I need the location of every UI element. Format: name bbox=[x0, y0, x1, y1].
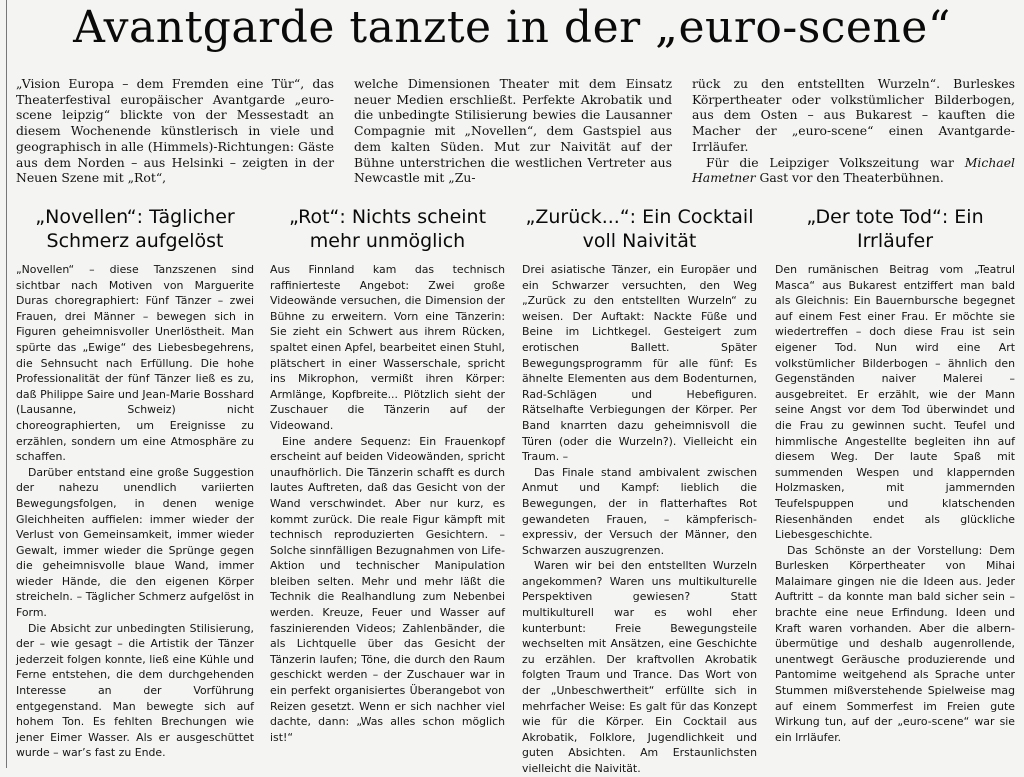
section-paragraph: Drei asiatische Tänzer, ein Europäer und ein Schwarzer versuchten, den Weg „Zurück zu den entstellten Wurzeln“ zu weisen. Der Auftakt: Nackte Füße und Beine im Lichtkegel. Gesteigert zum erotischen Ballett. Später Bewegungsprogramm für alle fünf: Es ähnelte Elementen aus dem Bodenturnen, Rad-Schlägen und Hebefiguren. Rätselhafte Verbiegungen der Körper. Per Band knarrten dazu geheimnisvoll die Türen (oder die Wurzeln?). Vielleicht ein Traum. – bbox=[522, 263, 757, 464]
section-paragraph: Das Finale stand ambivalent zwischen Anmut und Kampf: lieblich die Bewegungen, der in flatterhaftes Rot gewandeten Frauen, – kämpferisch-expressiv, der Versuch der Männer, den Schwarzen auszugrenzen. bbox=[522, 465, 757, 557]
section-body-novellen bbox=[16, 262, 254, 762]
section-paragraph: Aus Finnland kam das technisch raffinierteste Angebot: Zwei große Videowände versuchen, die Dimension der Bühne zu erweitern. Vorn eine Tänzerin: Sie zieht ein Schwert aus ihrem Rücken, spaltet einen Apfel, bearbeitet einen Stuhl, plätschert in einer Wasserschale, spricht ins Mikrophon, vermißt ihren Körper: Armlänge, Kopfbreite... Plötzlich sieht der Zuschauer die Tänzerin auf der Videowand. bbox=[270, 263, 505, 432]
author-name: Michael Hametner bbox=[692, 154, 1015, 186]
article-headline: Avantgarde tanzte in der „euro-scene“ bbox=[73, 2, 951, 53]
section-paragraph: „Novellen“ – diese Tanzszenen sind sichtbar nach Motiven von Marguerite Duras choregraphiert: Fünf Tänzer – zwei Frauen, drei Männer – bewegen sich in Figuren geheimnisvoller Unerlöstheit. Man spürte das „Ewige“ des Liebesbegehrens, die Sehnsucht nach Erfüllung. Die hohe Professionalität der fünf Tänzer ließ es zu, daß Philippe Saire und Jean-Marie Bosshard (Lausanne, Schweiz) nicht choreographierten, um Ereignisse zu erzählen, sondern um eine Atmosphäre zu schaffen. bbox=[16, 263, 254, 464]
intro-paragraph-1: „Vision Europa – dem Fremden eine Tür“, das Theaterfestival europäischer Avantgarde „euro-scene leipzig“ blickte von der Messestadt an diesem Wochenende künstlerisch in viele und geographisch in alle (Himmels)-Richtungen: Gäste aus dem Norden – aus Helsinki – zeigten in der Neuen Szene mit „Rot“, bbox=[16, 76, 334, 186]
intro-column-1 bbox=[16, 76, 334, 196]
credit-prefix: Für die Leipziger Volkszeitung war bbox=[706, 154, 954, 170]
left-margin-rule bbox=[6, 0, 7, 768]
author-credit bbox=[692, 155, 1015, 186]
section-paragraph: Das Schönste an der Vorstellung: Dem Burlesken Körpertheater von Mihai Malaimare gingen nie die Ideen aus. Jeder Auftritt – da konnte man bald sicher sein – brachte eine neue Erfindung. Ideen und Kraft waren vorhanden. Aber die albern-übermütige und deshalb augenrollende, unentwegt Geräusche produzierende und Pantomime weitgehend als Sprache unter Stummen mißverstehende Spielweise mag auf einem Sommerfest im Freien gute Wirkung tun, auf der „euro-scene“ war sie ein Irrläufer. bbox=[775, 543, 1015, 744]
section-body-rot bbox=[270, 262, 505, 762]
intro-paragraph-2: welche Dimensionen Theater mit dem Einsatz neuer Medien erschließt. Perfekte Akrobatik und die unbedingte Stilisierung bewies die Lausanner Compagnie mit „Novellen“, dem Gastspiel aus dem kalten Süden. Mut zur Naivität auf der Bühne unterstrichen die westlichen Vertreter aus Newcastle mit „Zu- bbox=[354, 76, 672, 186]
section-title-der-tote-tod: „Der tote Tod“: Ein Irrläufer bbox=[806, 206, 984, 252]
section-title-zurueck: „Zurück...“: Ein Cocktail voll Naivität bbox=[525, 206, 754, 252]
intro-column-2 bbox=[354, 76, 672, 196]
section-paragraph: Eine andere Sequenz: Ein Frauenkopf erscheint auf beiden Videowänden, spricht unaufhörlich. Die Tänzerin schafft es durch lautes Auftreten, daß das Gesicht von der Wand verschwindet. Aber nur kurz, es kommt zurück. Die reale Figur kämpft mit technisch reproduzierten Gesichtern. – Solche sinnfälligen Bezugnahmen von Life-Aktion und technischer Manipulation bleiben selten. Mehr und mehr läßt die Technik die Realhandlung zum Nebenbei werden. Kreuze, Feuer und Wasser auf faszinierenden Videos; Zahlenbänder, die als Lichtquelle über das Gesicht der Tänzerin laufen; Töne, die durch den Raum geschickt werden – der Zuschauer war in ein perfekt organisiertes Überangebot von Reizen gesetzt. Wenn er sich nachher viel dachte, dann: „Was alles schon möglich ist!“ bbox=[270, 434, 505, 744]
intro-column-3 bbox=[692, 76, 1015, 196]
section-body-zurueck bbox=[522, 262, 757, 775]
section-body-der-tote-tod bbox=[775, 262, 1015, 762]
intro-paragraph-3: rück zu den entstellten Wurzeln“. Burleskes Körpertheater oder volkstümlicher Bilderbogen, aus dem Osten – aus Bukarest – kauften die Macher der „euro-scene“ einen Avantgarde-Irrläufer. bbox=[692, 76, 1015, 154]
section-paragraph: Darüber entstand eine große Suggestion der nahezu unendlich variierten Bewegungsfolgen, in denen wenige Gleichheiten auffielen: immer wieder der Verlust von Gemeinsamkeit, immer wieder Gewalt, immer wieder die Sprünge gegen die geheimnisvolle blaue Wand, immer wieder Hände, die den eigenen Körper streicheln. – Täglicher Schmerz aufgelöst in Form. bbox=[16, 465, 254, 620]
section-paragraph: Den rumänischen Beitrag vom „Teatrul Masca“ aus Bukarest entziffert man bald als Gleichnis: Ein Bauernbursche begegnet auf einem Fest einer Frau. Er möchte sie wiedertreffen – doch diese Frau ist sein eigener Tod. Nun wird eine Art volkstümlicher Bilderbogen – ähnlich den Gegenständen naiver Malerei – ausgebreitet. Er erzählt, wie der Mann seine Angst vor dem Tod überwindet und die Frau zu gewinnen sucht. Teufel und himmlische Angestellte begleiten ihn auf diesem Weg. Der laute Spaß mit summenden Wespen und klappernden Holzmasken, mit jammernden Teufelspuppen und klatschenden Riesenhänden endet als glückliche Liebesgeschichte. bbox=[775, 263, 1015, 542]
section-title-rot: „Rot“: Nichts scheint mehr unmöglich bbox=[288, 206, 487, 252]
credit-suffix: Gast vor den Theaterbühnen. bbox=[759, 170, 944, 186]
section-paragraph: Waren wir bei den entstellten Wurzeln angekommen? Waren uns multikulturelle Perspektiven gewiesen? Statt multikulturell war es wohl eher kunterbunt: Freie Bewegungsteile wechselten mit Ansätzen, eine Geschichte zu erzählen. Der kraftvollen Akrobatik folgten Traum und Trance. Das Wort von der „Unbeschwertheit“ erfüllte sich in mehrfacher Weise: Es galt für das Konzept wie für die Körper. Ein Cocktail aus Akrobatik, Folklore, Jugendlichkeit und guten Absichten. Am Erstaunlichsten vielleicht die Naivität. bbox=[522, 559, 757, 775]
section-title-novellen: „Novellen“: Täglicher Schmerz aufgelöst bbox=[35, 206, 235, 252]
section-paragraph: Die Absicht zur unbedingten Stilisierung, der – wie gesagt – die Artistik der Tänzer jederzeit folgen konnte, ließ eine Kühle und Ferne entstehen, die dem durchgehenden Interesse an der Vorführung entgegenstand. Man bewegte sich auf hohem Ton. Es fehlten Brechungen wie jener Eimer Wasser. Als er ausgeschüttet wurde – war’s fast zu Ende. bbox=[16, 621, 254, 760]
